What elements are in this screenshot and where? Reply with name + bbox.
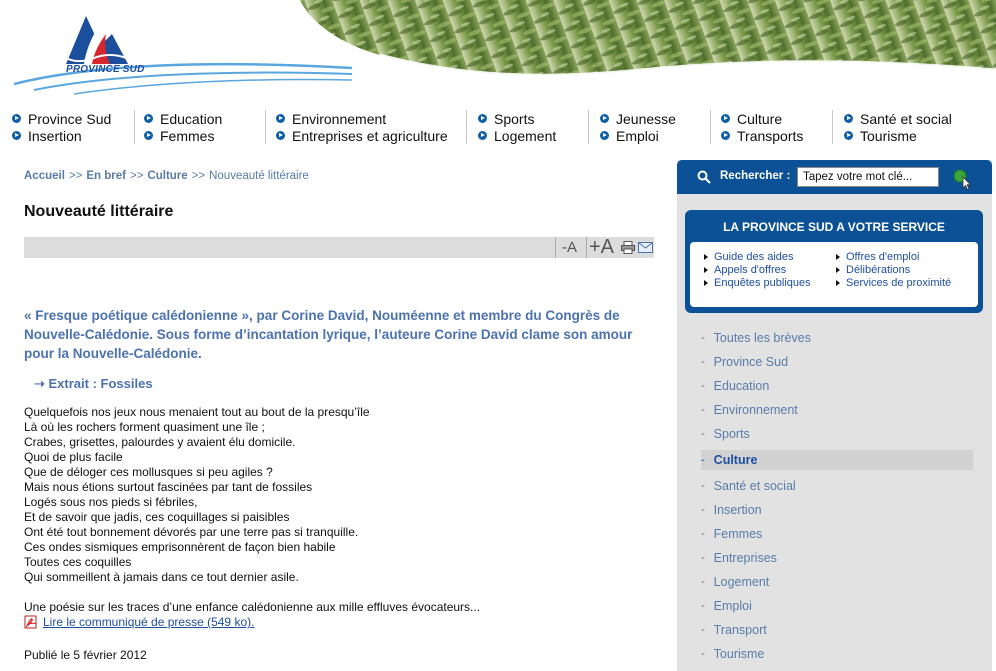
right-sidebar bbox=[677, 160, 992, 671]
menu-dash: - bbox=[701, 480, 705, 492]
menu-dash: - bbox=[701, 428, 705, 440]
menu-dash: - bbox=[701, 332, 705, 344]
poem-line: Toutes ces coquilles bbox=[24, 555, 132, 569]
article-intro: « Fresque poétique calédonienne », par Corine David, Nouméenne et membre du Congrès de Nouvelle-Calédonie. Sous forme d’incantation lyrique, l’auteure Corine David clame son amour pour la Nouvelle-Calédonie. bbox=[24, 308, 633, 361]
article-tools-bar bbox=[24, 237, 654, 258]
service-link-appels-offres[interactable]: Appels d'offres bbox=[704, 264, 786, 276]
service-link-offres-emploi[interactable]: Offres d'emploi bbox=[836, 251, 919, 263]
poem-line: Que de déloger ces mollusques si peu agiles ? bbox=[24, 465, 273, 479]
poem-line: Qui sommeillent à jamais dans ce tout dernier asile. bbox=[24, 570, 299, 584]
province-sud-logo[interactable] bbox=[14, 6, 354, 98]
logo-text: PROVINCE SUD bbox=[66, 64, 145, 75]
nav-bullet-icon bbox=[144, 131, 153, 140]
published-date: Publié le 5 février 2012 bbox=[24, 648, 147, 662]
nav-bullet-icon bbox=[721, 114, 730, 123]
service-link-deliberations[interactable]: Délibérations bbox=[836, 264, 910, 276]
service-link-enquetes-publiques[interactable]: Enquêtes publiques bbox=[704, 277, 811, 289]
services-title: LA PROVINCE SUD A VOTRE SERVICE bbox=[723, 220, 945, 234]
sidebar-item-culture[interactable]: - Culture bbox=[701, 450, 973, 470]
menu-dash: - bbox=[701, 600, 705, 612]
nav-column-1 bbox=[12, 110, 111, 144]
email-icon[interactable] bbox=[637, 237, 653, 258]
main-navigation bbox=[0, 106, 996, 150]
breadcrumb-link-accueil[interactable]: Accueil bbox=[24, 170, 65, 182]
nav-item-education[interactable]: Education bbox=[144, 110, 222, 127]
breadcrumb-link-culture[interactable]: Culture bbox=[147, 170, 188, 182]
breadcrumb-separator: >> bbox=[191, 170, 206, 182]
sidebar-item-insertion[interactable]: - Insertion bbox=[701, 503, 762, 517]
increase-font-button[interactable]: +A bbox=[586, 237, 616, 258]
sidebar-item-logement[interactable]: - Logement bbox=[701, 575, 770, 589]
menu-dash: - bbox=[701, 624, 705, 636]
poem-line: Quoi de plus facile bbox=[24, 450, 123, 464]
nav-column-4 bbox=[466, 110, 556, 144]
nav-bullet-icon bbox=[276, 131, 285, 140]
nav-column-2 bbox=[134, 110, 222, 144]
poem-line: Mais nous étions surtout fascinées par tant de fossiles bbox=[24, 480, 313, 494]
nav-item-insertion[interactable]: Insertion bbox=[12, 127, 111, 144]
sidebar-item-province-sud[interactable]: - Province Sud bbox=[701, 355, 789, 369]
nav-bullet-icon bbox=[478, 114, 487, 123]
print-icon[interactable] bbox=[621, 237, 635, 258]
poem-text bbox=[24, 405, 624, 585]
poem-line: Là où les rochers forment quasiment une île ; bbox=[24, 420, 265, 434]
poem-line: Ces ondes sismiques emprisonnèrent de façon bien habile bbox=[24, 540, 336, 554]
services-links bbox=[690, 242, 978, 307]
nav-item-transports[interactable]: Transports bbox=[721, 127, 803, 144]
menu-dash: - bbox=[701, 380, 705, 392]
nav-item-culture[interactable]: Culture bbox=[721, 110, 803, 127]
menu-dash: - bbox=[701, 576, 705, 588]
nav-column-7 bbox=[832, 110, 952, 144]
search-label: Rechercher : bbox=[720, 170, 791, 182]
main-content bbox=[24, 170, 656, 662]
sidebar-item-sante-social[interactable]: - Santé et social bbox=[701, 479, 796, 493]
sidebar-item-education[interactable]: - Education bbox=[701, 379, 770, 393]
closing-text: Une poésie sur les traces d’une enfance calédonienne aux mille effluves évocateurs... bbox=[24, 600, 481, 614]
poem-line: Logés sous nos pieds si fébriles, bbox=[24, 495, 198, 509]
press-release-link[interactable] bbox=[24, 615, 254, 629]
nav-item-province-sud[interactable]: Province Sud bbox=[12, 110, 111, 127]
nav-item-jeunesse[interactable]: Jeunesse bbox=[600, 110, 676, 127]
nav-column-5 bbox=[588, 110, 676, 144]
menu-dash: - bbox=[701, 648, 705, 660]
breadcrumb bbox=[24, 170, 656, 186]
poem-line: Quelquefois nos jeux nous menaient tout au bout de la presqu’île bbox=[24, 405, 370, 419]
search-submit-button[interactable] bbox=[952, 168, 974, 190]
nav-bullet-icon bbox=[12, 114, 21, 123]
nav-bullet-icon bbox=[844, 131, 853, 140]
nav-bullet-icon bbox=[721, 131, 730, 140]
nav-item-tourisme[interactable]: Tourisme bbox=[844, 127, 952, 144]
nav-item-femmes[interactable]: Femmes bbox=[144, 127, 222, 144]
nav-item-entreprises-agriculture[interactable]: Entreprises et agriculture bbox=[276, 127, 448, 144]
pdf-icon bbox=[24, 615, 40, 629]
nav-bullet-icon bbox=[844, 114, 853, 123]
menu-dash: - bbox=[701, 504, 705, 516]
menu-dash: - bbox=[701, 552, 705, 564]
sidebar-item-tourisme[interactable]: - Tourisme bbox=[701, 647, 765, 661]
site-header bbox=[0, 0, 996, 104]
excerpt-link[interactable]: ➝ Extrait : Fossiles bbox=[34, 376, 153, 391]
press-release-label: Lire le communiqué de presse (549 ko). bbox=[43, 615, 255, 629]
page-title: Nouveauté littéraire bbox=[24, 203, 174, 220]
nav-column-6 bbox=[710, 110, 803, 144]
breadcrumb-separator: >> bbox=[68, 170, 83, 182]
menu-dash: - bbox=[701, 454, 705, 466]
service-link-guide-des-aides[interactable]: Guide des aides bbox=[704, 251, 794, 263]
sidebar-item-femmes[interactable]: - Femmes bbox=[701, 527, 763, 541]
nav-bullet-icon bbox=[600, 114, 609, 123]
sidebar-item-environnement[interactable]: - Environnement bbox=[701, 403, 798, 417]
poem-line: Et de savoir que jadis, ces coquillages si paisibles bbox=[24, 510, 290, 524]
nav-item-sante-social[interactable]: Santé et social bbox=[844, 110, 952, 127]
breadcrumb-link-en-bref[interactable]: En bref bbox=[86, 170, 126, 182]
breadcrumb-separator: >> bbox=[129, 170, 144, 182]
nav-item-environnement[interactable]: Environnement bbox=[276, 110, 448, 127]
nav-item-emploi[interactable]: Emploi bbox=[600, 127, 676, 144]
search-bar bbox=[677, 160, 992, 194]
nav-column-3 bbox=[265, 110, 448, 144]
search-input[interactable] bbox=[797, 167, 939, 187]
poem-line: Crabes, grisettes, palourdes y avaient élu domicile. bbox=[24, 435, 296, 449]
menu-dash: - bbox=[701, 404, 705, 416]
search-icon bbox=[697, 170, 711, 184]
sidebar-item-toutes-les-breves[interactable]: - Toutes les brèves bbox=[701, 331, 811, 345]
nav-item-sports[interactable]: Sports bbox=[478, 110, 556, 127]
poem-line: Ont été tout bonnement dévorés par une terre pas si tranquille. bbox=[24, 525, 359, 539]
sidebar-item-entreprises[interactable]: - Entreprises bbox=[701, 551, 777, 565]
nav-bullet-icon bbox=[276, 114, 285, 123]
sidebar-item-sports[interactable]: - Sports bbox=[701, 427, 750, 441]
breadcrumb-current: Nouveauté littéraire bbox=[209, 170, 309, 182]
nav-bullet-icon bbox=[600, 131, 609, 140]
menu-dash: - bbox=[701, 528, 705, 540]
menu-dash: - bbox=[701, 356, 705, 368]
sidebar-item-transport[interactable]: - Transport bbox=[701, 623, 767, 637]
nav-bullet-icon bbox=[12, 131, 21, 140]
service-link-services-proximite[interactable]: Services de proximité bbox=[836, 277, 951, 289]
sidebar-item-emploi[interactable]: - Emploi bbox=[701, 599, 752, 613]
nav-bullet-icon bbox=[478, 131, 487, 140]
nav-bullet-icon bbox=[144, 114, 153, 123]
services-box bbox=[685, 210, 983, 313]
nav-item-logement[interactable]: Logement bbox=[478, 127, 556, 144]
decrease-font-button[interactable]: -A bbox=[555, 237, 583, 258]
